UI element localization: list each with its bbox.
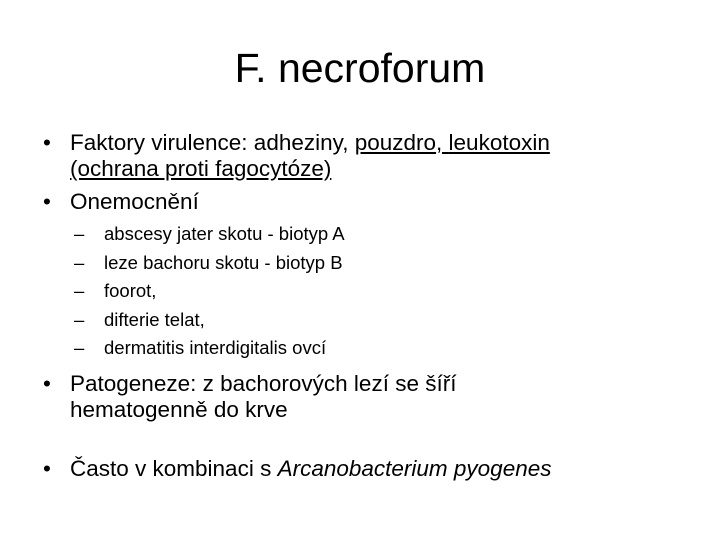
disease-list [74, 220, 345, 363]
pathogenesis-line1: Patogeneze: z bachorových lezí se šíří [70, 371, 457, 396]
dash-marker: – [74, 251, 85, 273]
list-item-text: dermatitis interdigitalis ovcí [104, 337, 327, 358]
list-item [74, 334, 345, 363]
list-item-text: abscesy jater skotu - biotyp A [104, 223, 345, 244]
virulence-factors-line2: (ochrana proti fagocytóze) [70, 156, 332, 181]
dash-marker: – [74, 337, 85, 358]
list-item [74, 249, 345, 278]
list-item [74, 277, 345, 306]
list-item-text: foorot, [104, 280, 157, 301]
bullet-diseases [43, 189, 199, 215]
dash-marker: – [74, 308, 85, 330]
bullet-marker: • [43, 371, 51, 396]
leukotoxin-text: leukotoxin [448, 130, 550, 155]
list-item [74, 306, 345, 335]
slide-title: F. necroforum [234, 45, 486, 91]
pathogenesis-line2: hematogenně do krve [70, 397, 288, 422]
bullet-combination [43, 456, 552, 482]
diseases-heading: Onemocnění [70, 189, 199, 214]
bullet-marker: • [43, 189, 51, 214]
organism-name: Arcanobacterium pyogenes [277, 456, 552, 481]
bullet-pathogenesis [43, 371, 456, 423]
dash-marker: – [74, 280, 85, 301]
bullet-marker: • [43, 456, 51, 481]
list-item-text: leze bachoru skotu - biotyp B [104, 251, 343, 273]
bullet-text [70, 371, 456, 423]
list-item-text: difterie telat, [104, 308, 205, 330]
list-item [74, 220, 345, 249]
virulence-factors-prefix: Faktory virulence: adheziny, [70, 130, 355, 155]
bullet-text [70, 456, 552, 482]
bullet-marker: • [43, 130, 51, 155]
bullet-text [70, 130, 550, 182]
dash-marker: – [74, 223, 85, 244]
separator-text: , [436, 130, 449, 155]
combination-prefix: Často v kombinaci s [70, 456, 278, 481]
pouzdro-text: pouzdro [354, 130, 437, 155]
bullet-virulence-factors [43, 130, 550, 182]
